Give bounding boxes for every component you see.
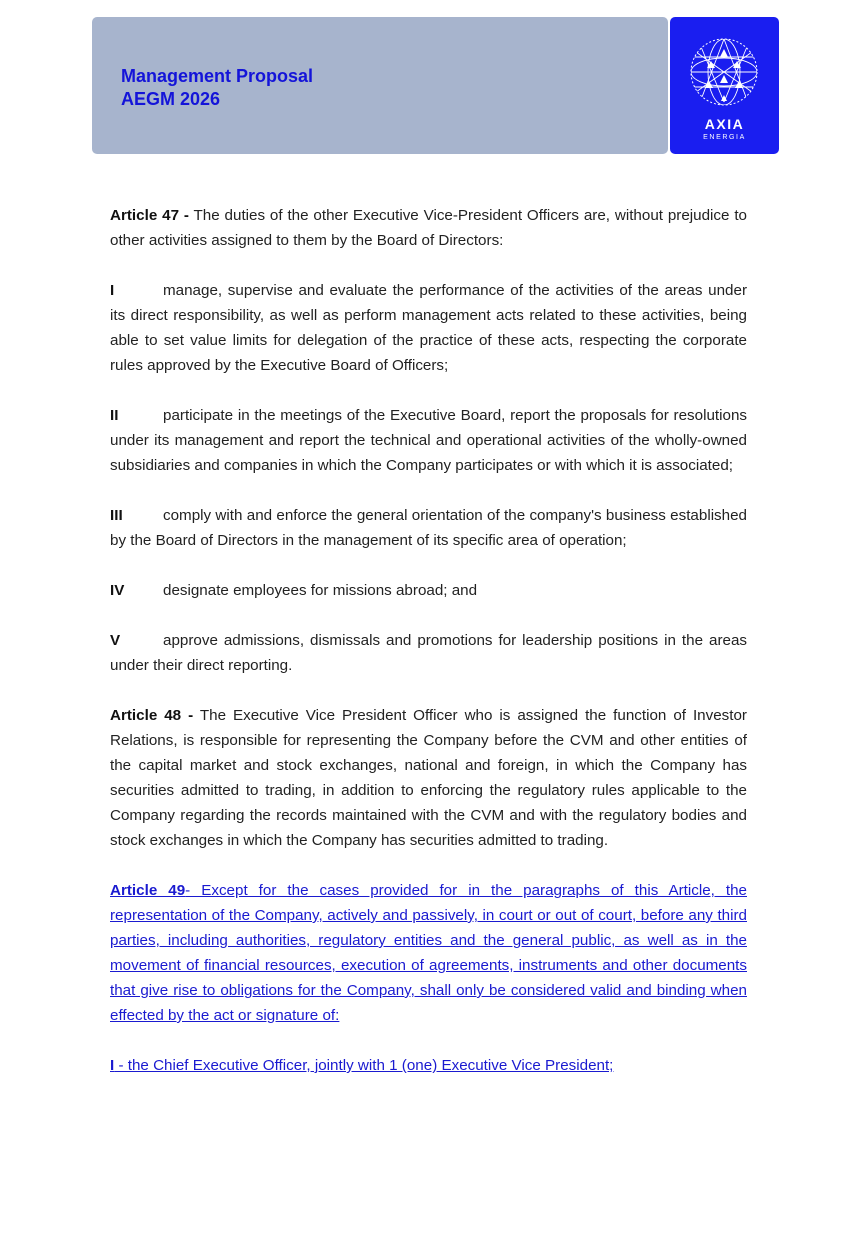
logo-wordmark: AXIA xyxy=(704,116,745,132)
article-48 xyxy=(110,703,747,853)
item-number: IV xyxy=(110,582,125,599)
item-text: designate employees for missions abroad; and xyxy=(163,582,478,599)
article-47-item-1 xyxy=(110,278,747,378)
document-title xyxy=(121,65,313,111)
article-49-item-1 xyxy=(110,1053,747,1078)
title-line-2: AEGM 2026 xyxy=(121,89,221,109)
globe-icon xyxy=(689,37,759,107)
company-logo xyxy=(670,17,779,154)
article-49-text: - Except for the cases provided for in the paragraphs of this Article, the representation of the Company, actively and passively, in court or out of court, before any third parties, including authorities, regulatory entities and the general public, as well as in the movement of financial resources, execution of agreements, instruments and other documents that give rise to obligations for the Company, shall only be considered valid and binding when effected by the act or signature of: xyxy=(110,882,747,1024)
title-line-1: Management Proposal xyxy=(121,66,314,86)
article-48-text: The Executive Vice President Officer who is assigned the function of Investor Relations, is responsible for representing the Company before the CVM and other entities of the capital market and stock exchanges, national and foreign, in which the Company has securities admitted to trading, in addition to enforcing the regulatory rules applicable to the Company regarding the records maintained with the CVM and with the regulatory bodies and stock exchanges in which the Company has securities admitted to trading. xyxy=(110,707,747,849)
article-47-item-5 xyxy=(110,628,747,678)
article-47-item-4 xyxy=(110,578,747,603)
item-text: - the Chief Executive Officer, jointly with 1 (one) Executive Vice President; xyxy=(114,1057,614,1074)
document-body xyxy=(110,203,747,1103)
logo-subword: ENERGIA xyxy=(703,134,746,141)
item-text: manage, supervise and evaluate the performance of the activities of the areas under its direct responsibility, as well as perform management acts related to these activities, being able to set value limits for delegation of the practice of these acts, respecting the corporate rules approved by the Executive Board of Officers; xyxy=(110,282,747,374)
item-text: comply with and enforce the general orientation of the company's business established by the Board of Directors in the management of its specific area of operation; xyxy=(110,507,747,549)
article-47-item-2 xyxy=(110,403,747,478)
article-47-item-3 xyxy=(110,503,747,553)
article-49 xyxy=(110,878,747,1028)
item-number: I xyxy=(110,1057,115,1074)
item-text: participate in the meetings of the Executive Board, report the proposals for resolutions under its management and report the technical and operational activities of the wholly-owned subsidiaries and companies in which the Company participates or with which it is associated; xyxy=(110,407,747,474)
item-text: approve admissions, dismissals and promotions for leadership positions in the areas under their direct reporting. xyxy=(110,632,747,674)
article-49-label: Article 49 xyxy=(110,882,186,899)
item-number: III xyxy=(110,507,123,524)
article-47-text: The duties of the other Executive Vice-President Officers are, without prejudice to other activities assigned to them by the Board of Directors: xyxy=(110,207,747,249)
item-number: I xyxy=(110,282,115,299)
item-number: II xyxy=(110,407,119,424)
article-47-intro xyxy=(110,203,747,253)
article-48-label: Article 48 - xyxy=(110,707,194,724)
article-47-label: Article 47 - xyxy=(110,207,189,224)
item-number: V xyxy=(110,632,121,649)
